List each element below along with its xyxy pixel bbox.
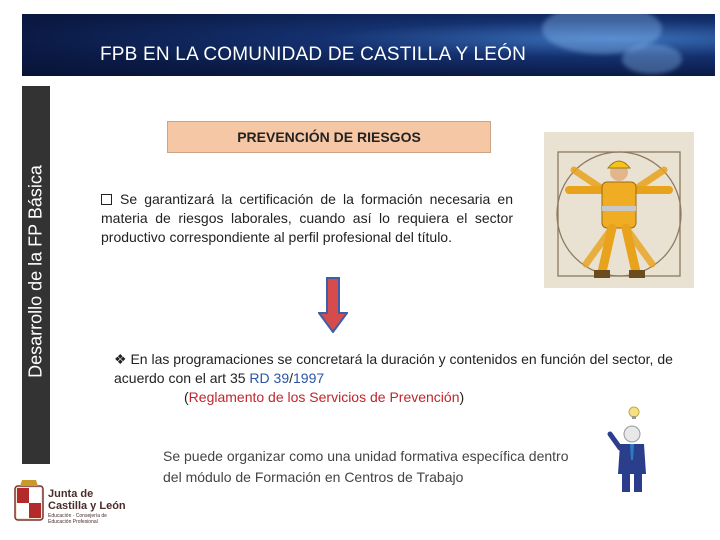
section-heading: PREVENCIÓN DE RIESGOS: [237, 129, 421, 145]
rd-link[interactable]: RD 39: [249, 370, 290, 386]
side-banner: [22, 86, 50, 464]
coat-of-arms-icon: [14, 480, 44, 524]
down-arrow-icon: [318, 277, 348, 333]
logo-line1: Junta de: [48, 488, 94, 500]
diamond-bullet-icon: ❖: [114, 351, 127, 367]
section-heading-box: [167, 121, 491, 153]
businessman-idea-icon: [606, 404, 650, 494]
junta-castilla-leon-logo: [14, 478, 139, 528]
logo-line4: Educación Profesional: [48, 519, 98, 525]
side-banner-text: Desarrollo de la FP Básica: [25, 165, 46, 378]
page-title: FPB EN LA COMUNIDAD DE CASTILLA Y LEÓN: [100, 44, 527, 65]
vitruvian-worker-image: [544, 132, 694, 288]
logo-line3: Educación · Consejería de: [48, 513, 107, 519]
logo-line2: Castilla y León: [48, 500, 126, 512]
header-banner: [22, 14, 715, 76]
paragraph-certification: [101, 190, 513, 247]
reglamento-link[interactable]: Reglamento de los Servicios de Prevención: [188, 389, 460, 405]
paragraph-certification-text: Se garantizará la certificación de la formación necesaria en materia de riesgos laborales, cuando así lo requiera el sector productivo correspondiente al perfil profesional del título.: [101, 191, 513, 245]
paragraph-fct: Se puede organizar como una unidad formativa específica dentro del módulo de Formación en Centros de Trabajo: [163, 448, 569, 485]
paragraph-programaciones: [114, 350, 674, 407]
checkbox-bullet-icon: [101, 194, 112, 205]
rd-slash: /: [289, 370, 293, 386]
rd-year[interactable]: 1997: [293, 370, 325, 386]
reglamento-line: [114, 388, 674, 407]
close-paren: ): [459, 389, 465, 405]
open-paren: (: [184, 389, 189, 405]
paragraph-programaciones-text: En las programaciones se concretará la duración y contenidos en función del sector, de acuerdo con el art 35: [114, 351, 673, 386]
